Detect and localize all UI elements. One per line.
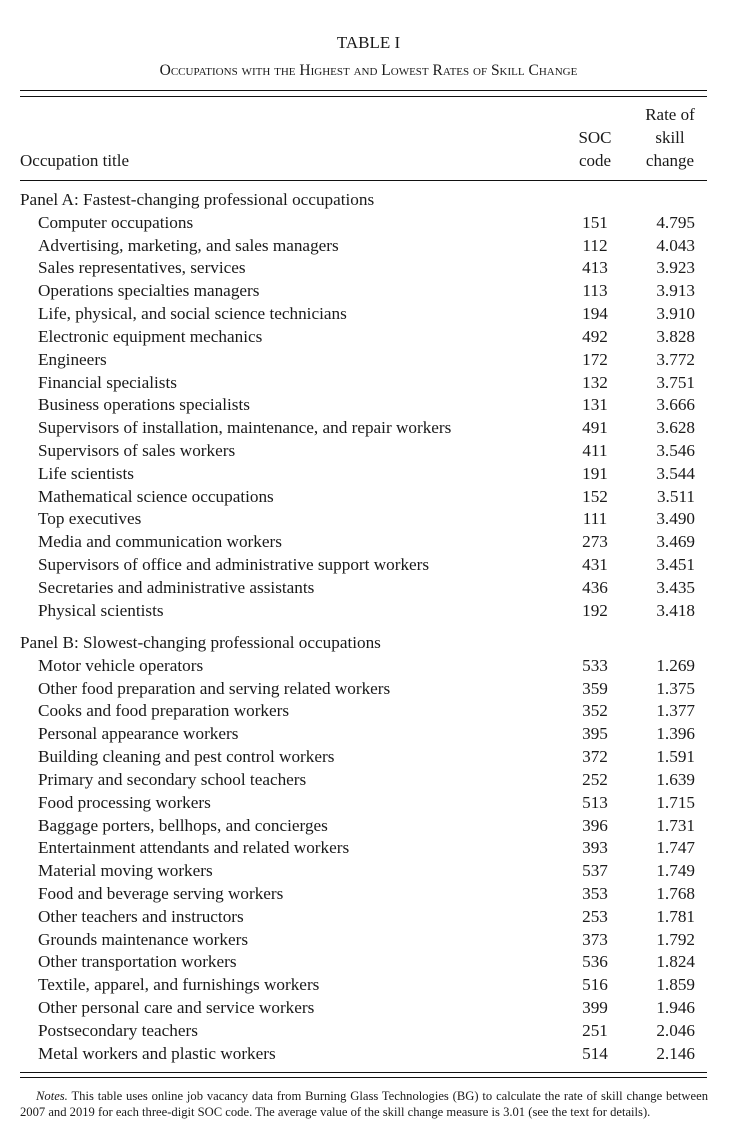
soc-code: 132 xyxy=(582,372,608,392)
skill-change-rate: 1.377 xyxy=(656,701,695,721)
occupation-title: Other personal care and service workers xyxy=(38,998,315,1018)
table-row xyxy=(20,791,707,814)
skill-change-rate: 3.451 xyxy=(656,555,695,575)
skill-change-rate: 3.772 xyxy=(656,349,695,369)
soc-code: 436 xyxy=(582,577,608,597)
occupation-title: Postsecondary teachers xyxy=(38,1020,198,1040)
skill-change-rate: 1.768 xyxy=(656,884,695,904)
occupation-title: Secretaries and administrative assistants xyxy=(38,577,315,597)
soc-code: 152 xyxy=(582,486,608,506)
occupation-title: Top executives xyxy=(38,509,142,529)
skill-change-rate: 3.910 xyxy=(656,304,695,324)
table-row xyxy=(20,211,707,234)
panel-header xyxy=(20,631,707,654)
occupation-title: Metal workers and plastic workers xyxy=(38,1043,276,1063)
skill-change-rate: 1.824 xyxy=(656,952,695,972)
skill-change-rate: 4.043 xyxy=(656,235,695,255)
table-row xyxy=(20,950,707,973)
panel-label: Panel A: Fastest-changing professional occupations xyxy=(20,190,375,209)
occupation-title: Physical scientists xyxy=(38,600,164,620)
table-title: TABLE I xyxy=(336,33,401,52)
soc-code: 396 xyxy=(582,815,608,835)
skill-change-rate: 3.628 xyxy=(656,418,695,438)
table-row xyxy=(20,973,707,996)
table-row xyxy=(20,576,707,599)
soc-code: 491 xyxy=(582,418,608,438)
occupation-title: Food and beverage serving workers xyxy=(38,884,284,904)
occupation-title: Mathematical science occupations xyxy=(38,486,274,506)
skill-change-rate: 3.511 xyxy=(656,486,695,506)
occupation-title: Textile, apparel, and furnishings workers xyxy=(38,975,320,995)
table-row xyxy=(20,485,707,508)
table-row xyxy=(20,745,707,768)
occupation-title: Primary and secondary school teachers xyxy=(38,769,307,789)
occupation-title: Media and communication workers xyxy=(38,532,282,552)
soc-code: 353 xyxy=(582,884,608,904)
skill-change-rate: 1.747 xyxy=(656,838,695,858)
header-rate-2: skill xyxy=(655,128,685,147)
table-row xyxy=(20,371,707,394)
table-notes xyxy=(20,1088,708,1120)
skill-change-rate: 3.544 xyxy=(656,463,695,483)
table-row xyxy=(20,348,707,371)
skill-change-rate: 1.731 xyxy=(656,815,695,835)
table-row xyxy=(20,928,707,951)
soc-code: 111 xyxy=(582,509,608,529)
panel-header xyxy=(20,188,707,211)
skill-change-rate: 1.946 xyxy=(656,998,695,1018)
soc-code: 273 xyxy=(582,532,608,552)
soc-code: 513 xyxy=(582,792,608,812)
table-subtitle: Occupations with the Highest and Lowest Rates of Skill Change xyxy=(159,62,578,79)
occupation-title: Computer occupations xyxy=(38,212,194,232)
table-row xyxy=(20,507,707,530)
soc-code: 131 xyxy=(582,395,608,415)
soc-code: 112 xyxy=(582,235,608,255)
header-soc-1: SOC xyxy=(578,128,612,147)
occupation-title: Life scientists xyxy=(38,463,134,483)
occupation-title: Material moving workers xyxy=(38,861,213,881)
skill-change-rate: 3.490 xyxy=(656,509,695,529)
soc-code: 395 xyxy=(582,724,608,744)
soc-code: 413 xyxy=(582,258,608,278)
soc-code: 393 xyxy=(582,838,608,858)
table-row xyxy=(20,256,707,279)
table-row xyxy=(20,439,707,462)
table-row xyxy=(20,279,707,302)
table-row xyxy=(20,996,707,1019)
skill-change-rate: 1.591 xyxy=(656,747,695,767)
skill-change-rate: 3.913 xyxy=(656,281,695,301)
table-row xyxy=(20,416,707,439)
soc-code: 192 xyxy=(582,600,608,620)
soc-code: 537 xyxy=(582,861,608,881)
soc-code: 172 xyxy=(582,349,608,369)
soc-code: 352 xyxy=(582,701,608,721)
table-row xyxy=(20,393,707,416)
occupation-title: Cooks and food preparation workers xyxy=(38,701,290,721)
skill-change-rate: 1.396 xyxy=(656,724,695,744)
skill-change-rate: 3.435 xyxy=(656,577,695,597)
notes-text: This table uses online job vacancy data from Burning Glass Technologies (BG) to calculate the rate of skill change between 2007 and 2019 for each three-digit SOC code. The average value of the skill change measure is 3.01 (see the text for details). xyxy=(20,1089,708,1119)
skill-change-rate: 3.923 xyxy=(656,258,695,278)
table-row xyxy=(20,677,707,700)
soc-code: 251 xyxy=(582,1020,608,1040)
soc-code: 359 xyxy=(582,678,608,698)
header-occupation: Occupation title xyxy=(20,151,130,170)
skill-change-rate: 3.828 xyxy=(656,326,695,346)
skill-change-rate: 1.269 xyxy=(656,655,695,675)
soc-code: 536 xyxy=(582,952,608,972)
occupation-title: Advertising, marketing, and sales managers xyxy=(38,235,339,255)
header-rate-1: Rate of xyxy=(645,105,695,124)
table-row xyxy=(20,882,707,905)
soc-code: 372 xyxy=(582,747,608,767)
occupation-title: Baggage porters, bellhops, and concierges xyxy=(38,815,328,835)
skill-change-rate: 1.781 xyxy=(656,906,695,926)
occupation-title: Electronic equipment mechanics xyxy=(38,326,263,346)
skill-change-rate: 1.749 xyxy=(656,861,695,881)
table-row xyxy=(20,722,707,745)
skill-change-rate: 4.795 xyxy=(656,212,695,232)
table-row xyxy=(20,462,707,485)
top-rule-2 xyxy=(20,96,707,97)
occupation-title: Sales representatives, services xyxy=(38,258,246,278)
table-row xyxy=(20,699,707,722)
soc-code: 253 xyxy=(582,906,608,926)
occupation-title: Other transportation workers xyxy=(38,952,237,972)
occupation-title: Grounds maintenance workers xyxy=(38,929,249,949)
table-row xyxy=(20,302,707,325)
occupation-title: Engineers xyxy=(38,349,107,369)
skill-change-rate: 3.418 xyxy=(656,600,695,620)
skill-change-rate: 1.375 xyxy=(656,678,695,698)
bottom-rule-2 xyxy=(20,1077,707,1078)
panel-label: Panel B: Slowest-changing professional occupations xyxy=(20,633,381,652)
table-row xyxy=(20,1042,707,1065)
occupation-title: Other teachers and instructors xyxy=(38,906,244,926)
skill-change-rate: 2.146 xyxy=(656,1043,695,1063)
header-soc-2: code xyxy=(578,151,612,170)
soc-code: 151 xyxy=(582,212,608,232)
skill-change-rate: 1.639 xyxy=(656,769,695,789)
occupation-title: Supervisors of installation, maintenance, and repair workers xyxy=(38,418,452,438)
occupation-title: Building cleaning and pest control workers xyxy=(38,747,335,767)
soc-code: 373 xyxy=(582,929,608,949)
header-rate-3: change xyxy=(645,151,695,170)
table-row xyxy=(20,859,707,882)
skill-change-rate: 1.715 xyxy=(656,792,695,812)
bottom-rule xyxy=(20,1072,707,1073)
table-row xyxy=(20,905,707,928)
table-row xyxy=(20,599,707,622)
occupation-title: Supervisors of sales workers xyxy=(38,441,236,461)
occupation-title: Personal appearance workers xyxy=(38,724,239,744)
skill-change-rate: 1.792 xyxy=(656,929,695,949)
occupation-title: Other food preparation and serving related workers xyxy=(38,678,391,698)
occupation-title: Motor vehicle operators xyxy=(38,655,204,675)
header-rule xyxy=(20,180,707,181)
soc-code: 492 xyxy=(582,326,608,346)
table-row xyxy=(20,654,707,677)
table-row xyxy=(20,530,707,553)
occupation-title: Entertainment attendants and related workers xyxy=(38,838,350,858)
top-rule xyxy=(20,90,707,91)
table-row xyxy=(20,814,707,837)
soc-code: 252 xyxy=(582,769,608,789)
soc-code: 411 xyxy=(582,441,608,461)
table-row xyxy=(20,1019,707,1042)
soc-code: 399 xyxy=(582,998,608,1018)
occupation-title: Financial specialists xyxy=(38,372,177,392)
table-row xyxy=(20,768,707,791)
notes-label: Notes. xyxy=(36,1089,68,1103)
soc-code: 191 xyxy=(582,463,608,483)
occupation-title: Supervisors of office and administrative support workers xyxy=(38,555,430,575)
soc-code: 113 xyxy=(582,281,608,301)
occupation-title: Food processing workers xyxy=(38,792,211,812)
skill-change-rate: 3.469 xyxy=(656,532,695,552)
soc-code: 516 xyxy=(582,975,608,995)
skill-change-rate: 1.859 xyxy=(656,975,695,995)
skill-change-rate: 3.546 xyxy=(656,441,695,461)
occupation-title: Operations specialties managers xyxy=(38,281,260,301)
soc-code: 533 xyxy=(582,655,608,675)
skill-change-rate: 3.666 xyxy=(656,395,695,415)
skill-change-rate: 3.751 xyxy=(656,372,695,392)
soc-code: 194 xyxy=(582,304,608,324)
table-row xyxy=(20,553,707,576)
table-row xyxy=(20,836,707,859)
skill-change-rate: 2.046 xyxy=(656,1020,695,1040)
soc-code: 431 xyxy=(582,555,608,575)
occupation-title: Business operations specialists xyxy=(38,395,250,415)
table-row xyxy=(20,234,707,257)
occupation-title: Life, physical, and social science technicians xyxy=(38,304,347,324)
table-row xyxy=(20,325,707,348)
soc-code: 514 xyxy=(582,1043,608,1063)
